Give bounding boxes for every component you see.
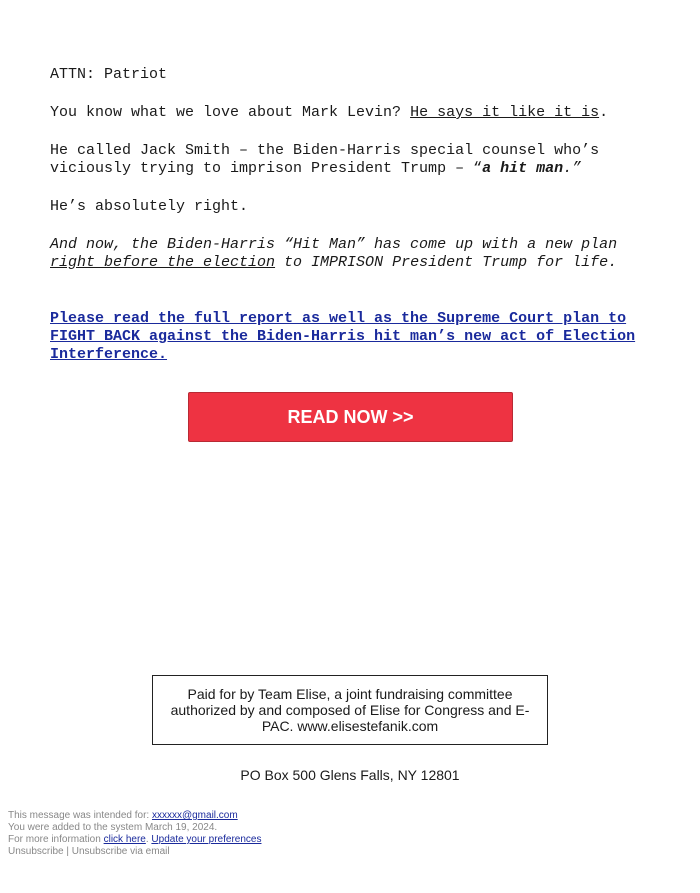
update-preferences-link[interactable]: Update your preferences [151,834,262,845]
recipient-email-link[interactable]: xxxxxx@gmail.com [151,810,238,821]
paid-for-box [152,675,548,745]
paragraph-jack-smith [50,142,655,178]
read-now-button[interactable]: READ NOW >> [188,392,513,442]
hit-man-emphasis: a hit man [482,160,564,177]
imprison-text: to IMPRISON President Trump for life. [275,254,618,271]
more-info-line [8,834,261,846]
separator: . [145,834,152,845]
says-it-like-it-is: He says it like it is [410,104,600,121]
more-info-label: For more information [8,834,104,845]
paid-for-text: Paid for by Team Elise, a joint fundraising committee authorized by and composed of Elise for Congress and E-PAC. www.elisestefanik.com [170,686,530,734]
click-here-link[interactable]: click here [103,834,146,845]
email-footer [8,810,261,858]
before-election-underlined: right before the election [50,254,276,271]
jack-smith-text: He called Jack Smith – the Biden-Harris special counsel who’s viciously trying to imprison President Trump – “ [50,142,600,177]
paragraph-report-link [50,310,655,364]
new-plan-text: And now, the Biden-Harris “Hit Man” has come up with a new plan [50,236,618,253]
intended-line [8,810,261,822]
mailing-address: PO Box 500 Glens Falls, NY 12801 [240,767,460,783]
unsubscribe-email-link[interactable]: Unsubscribe via email [71,846,170,857]
paragraph-absolutely-right: He’s absolutely right. [50,198,249,215]
added-line: You were added to the system March 19, 2024. [8,822,218,833]
read-full-report-link[interactable]: Please read the full report as well as the Supreme Court plan to FIGHT BACK against the Biden-Harris hit man’s new act of Election Interference. [50,310,636,363]
levin-text: You know what we love about Mark Levin? [50,104,411,121]
period: . [599,104,609,121]
unsubscribe-line [8,846,261,858]
intended-label: This message was intended for: [8,810,152,821]
paragraph-new-plan [50,236,655,272]
unsubscribe-link[interactable]: Unsubscribe [8,846,64,857]
pipe-separator: | [63,846,72,857]
hit-man-close: .” [563,160,582,177]
paragraph-levin [50,104,655,122]
greeting: ATTN: Patriot [50,66,168,83]
